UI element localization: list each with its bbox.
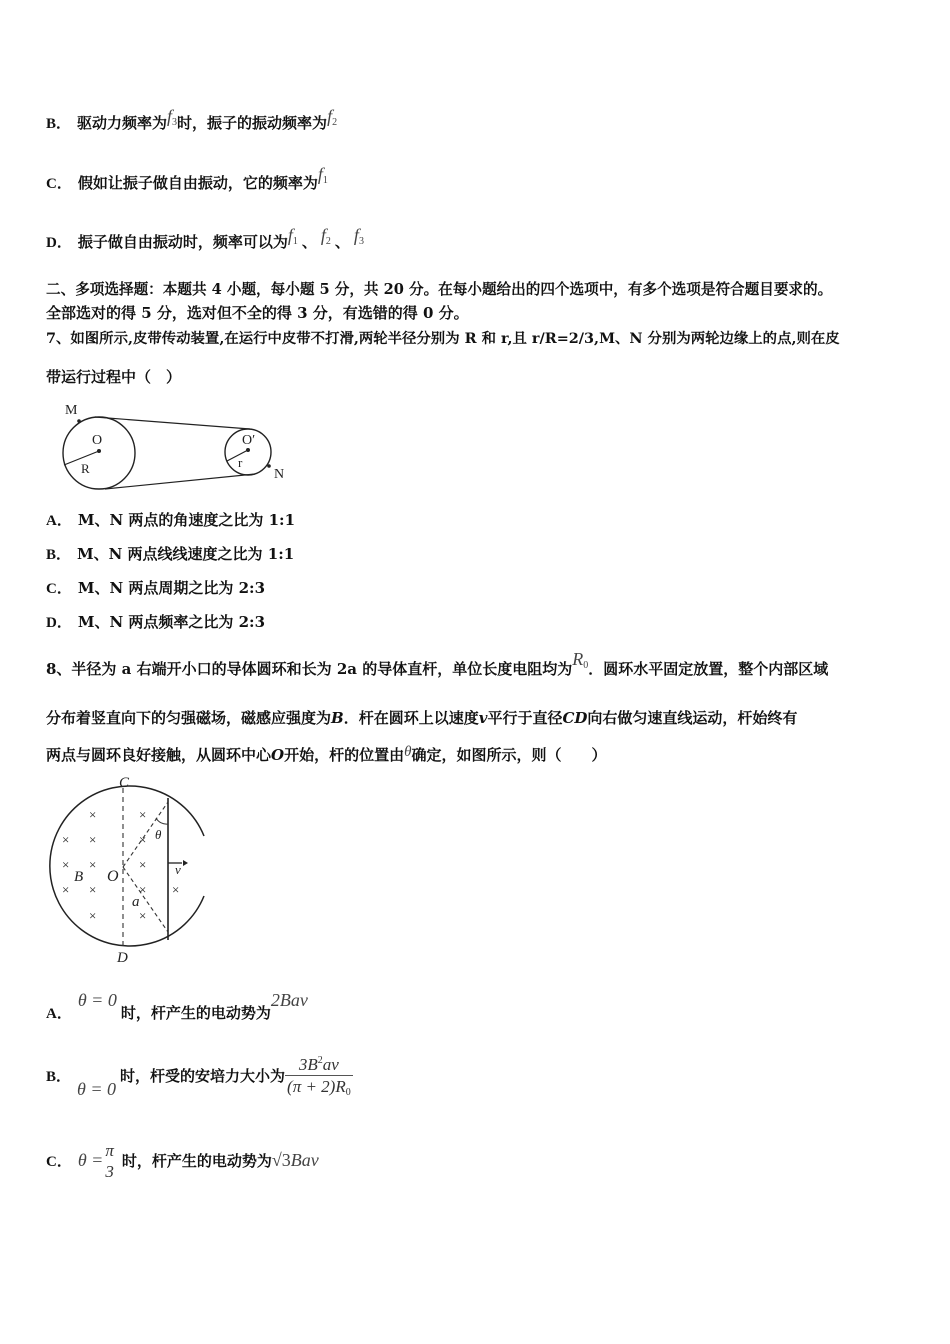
svg-text:×: ×	[89, 857, 97, 872]
math-f3: $f_3$	[167, 106, 178, 128]
q6-option-c	[46, 164, 328, 199]
option-letter: A．	[46, 513, 72, 529]
separator: 、	[334, 233, 350, 251]
svg-text:×: ×	[139, 807, 147, 822]
svg-text:×: ×	[139, 857, 147, 872]
q8-stem: 8、半径为 a 右端开小口的导体圆环和长为 2a 的导体直杆，单位长度电阻均为$R_0$．圆环水平固定放置，整个内部区域	[46, 649, 829, 678]
section-heading: 二、多项选择题：本题共 4 小题，每小题 5 分，共 20 分。在每小题给出的四个选项中，有多个选项是符合题目要求的。	[46, 281, 833, 298]
math-theta: θ	[404, 744, 412, 760]
label-O-prime: O′	[242, 433, 256, 448]
label-R: R	[81, 461, 90, 476]
option-text: M、N 两点周期之比为 2:3	[77, 579, 266, 597]
q7-option-a	[46, 510, 295, 531]
math-f2: $f_2$	[320, 225, 331, 247]
q8-option-c	[46, 1136, 319, 1184]
math-f2: $f_2$	[327, 106, 338, 128]
q7-option-b	[46, 544, 294, 565]
option-text: M、N 两点的角速度之比为 1:1	[77, 511, 296, 529]
svg-text:×: ×	[89, 908, 97, 923]
math-condition: θ = 0	[77, 1079, 117, 1099]
svg-text:×: ×	[139, 832, 147, 847]
velocity-arrow-head	[183, 860, 188, 866]
option-letter: B．	[46, 1069, 72, 1085]
q7-belt-figure	[55, 398, 295, 498]
label-a: a	[132, 894, 140, 910]
label-O: O	[92, 433, 103, 448]
math-f1: $f_1$	[317, 164, 328, 186]
option-text: 时，杆受的安培力大小为	[120, 1067, 286, 1085]
math-R0: $R_0$	[572, 649, 589, 671]
point-M	[77, 419, 81, 423]
label-r: r	[238, 455, 243, 470]
math-force-fraction: $\frac{3B^2av}{(\pi + 2)R_0}$	[285, 1051, 353, 1104]
section-heading-cont: 全部选对的得 5 分，选对但不全的得 3 分，有选错的得 0 分。	[46, 304, 469, 322]
option-text: 假如让振子做自由振动，它的频率为	[77, 174, 318, 192]
label-B: B	[74, 869, 84, 885]
q8-stem-line3: 两点与圆环良好接触，从圆环中心O开始，杆的位置由θ确定，如图所示，则（ ）	[46, 744, 607, 764]
q7-option-c	[46, 578, 265, 599]
q7-option-d	[46, 612, 265, 633]
label-D: D	[117, 950, 128, 966]
math-condition-fraction: π 3	[105, 1141, 114, 1181]
math-condition-lhs: θ =	[77, 1150, 104, 1170]
point-N	[267, 464, 271, 468]
option-text: M、N 两点频率之比为 2:3	[77, 613, 266, 631]
q7-stem-cont: 带运行过程中（ ）	[46, 368, 182, 386]
q8-ring-figure	[44, 774, 224, 970]
svg-text:×: ×	[62, 832, 70, 847]
center-O	[97, 449, 101, 453]
math-emf: Bav	[290, 1150, 319, 1170]
belt-bottom	[105, 474, 255, 489]
option-letter: D．	[46, 235, 72, 251]
conductor-ring	[50, 786, 204, 946]
option-text: 时，杆产生的电动势为	[121, 1152, 272, 1170]
center-O-prime	[246, 448, 250, 452]
math-sqrt3: √3	[271, 1150, 291, 1170]
option-letter: B．	[46, 547, 72, 563]
svg-text:×: ×	[139, 882, 147, 897]
svg-text:×: ×	[89, 832, 97, 847]
field-crosses	[62, 807, 179, 923]
q6-option-d	[46, 225, 364, 258]
svg-text:×: ×	[89, 882, 97, 897]
theta-arc	[156, 818, 168, 824]
svg-text:×: ×	[62, 882, 70, 897]
q7-stem: 7、如图所示,皮带传动装置,在运行中皮带不打滑,两轮半径分别为 R 和 r,且 r/R=2/3,M、N 分别为两轮边缘上的点,则在皮	[46, 330, 840, 347]
svg-text:×: ×	[89, 807, 97, 822]
label-M: M	[65, 403, 78, 418]
option-text: M、N 两点线线速度之比为 1:1	[77, 545, 295, 563]
option-letter: B．	[46, 116, 72, 132]
option-letter: A．	[46, 1006, 72, 1022]
option-text: 驱动力频率为	[77, 114, 168, 132]
option-letter: D．	[46, 615, 72, 631]
svg-text:×: ×	[62, 857, 70, 872]
option-text: 时，杆产生的电动势为	[120, 1004, 271, 1022]
option-letter: C．	[46, 1154, 72, 1170]
option-letter: C．	[46, 176, 72, 192]
q8-stem-line2: 分布着竖直向下的匀强磁场，磁感应强度为B．杆在圆环上以速度v平行于直径CD向右做匀速直线运动，杆始终有	[46, 709, 798, 727]
option-text: 时，振子的振动频率为	[177, 114, 328, 132]
q8-option-a	[46, 990, 308, 1024]
label-O: O	[107, 868, 119, 885]
math-emf: 2Bav	[270, 990, 308, 1010]
label-v: v	[175, 862, 181, 877]
label-C: C	[119, 775, 130, 791]
option-letter: C．	[46, 581, 72, 597]
label-N: N	[274, 467, 285, 482]
svg-text:×: ×	[172, 882, 180, 897]
label-theta: θ	[155, 827, 162, 842]
math-f3: $f_3$	[353, 225, 364, 247]
separator: 、	[301, 233, 317, 251]
q8-option-b	[46, 1050, 353, 1100]
math-condition: θ = 0	[77, 990, 117, 1010]
q6-option-b	[46, 106, 338, 139]
svg-text:×: ×	[139, 908, 147, 923]
option-text: 振子做自由振动时，频率可以为	[77, 233, 288, 251]
math-f1: $f_1$	[287, 225, 298, 247]
